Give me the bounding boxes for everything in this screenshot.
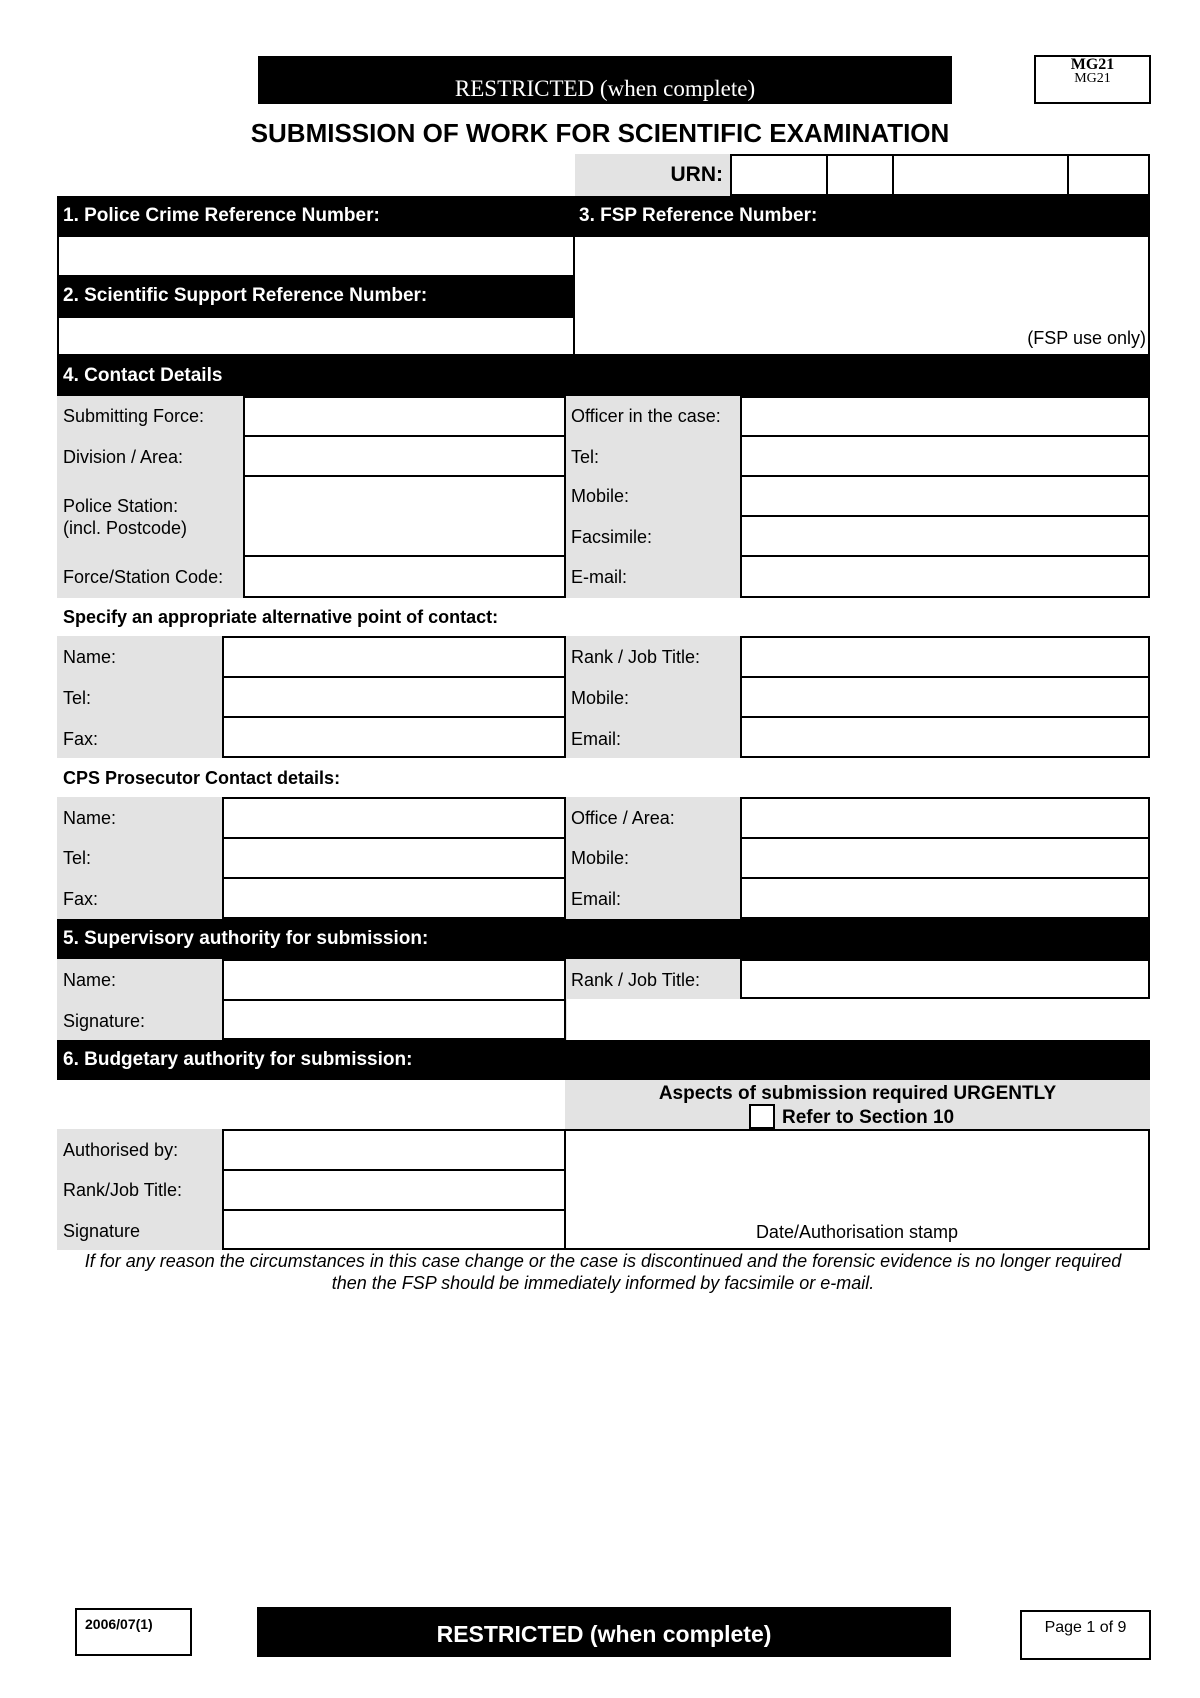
budget-rank-label: Rank/Job Title: <box>63 1180 183 1200</box>
restricted-banner-top: RESTRICTED (when complete) <box>258 56 952 104</box>
authorisation-stamp-label: Date/Authorisation stamp <box>755 1222 959 1242</box>
budget-rank-input[interactable] <box>222 1169 566 1211</box>
submitting-force-input[interactable] <box>243 396 566 437</box>
page-title: SUBMISSION OF WORK FOR SCIENTIFIC EXAMINATION <box>250 118 950 148</box>
cps-email-label: Email: <box>571 889 622 909</box>
tel-input[interactable] <box>740 435 1150 477</box>
alt-mobile-label: Mobile: <box>571 688 630 708</box>
page-number: Page 1 of 9 <box>1020 1610 1151 1660</box>
station-code-label: Force/Station Code: <box>63 567 224 587</box>
sup-rank-input[interactable] <box>740 959 1150 999</box>
cps-tel-label: Tel: <box>63 848 92 868</box>
cps-fax-label: Fax: <box>63 889 99 909</box>
mobile-label: Mobile: <box>571 486 630 506</box>
cps-fax-input[interactable] <box>222 877 566 919</box>
authorised-by-label: Authorised by: <box>63 1140 179 1160</box>
section-5-header: 5. Supervisory authority for submission: <box>57 919 1150 959</box>
form-code-box <box>1034 55 1151 104</box>
alt-fax-input[interactable] <box>222 716 566 758</box>
section-2-header: 2. Scientific Support Reference Number: <box>57 276 575 316</box>
notice-line-1: If for any reason the circumstances in this case change or the case is discontinued and the forensic evidence is no longer required <box>84 1251 1122 1271</box>
officer-input[interactable] <box>740 396 1150 437</box>
alt-email-input[interactable] <box>740 716 1150 758</box>
alt-fax-label: Fax: <box>63 729 99 749</box>
sup-name-label: Name: <box>63 970 117 990</box>
mobile-input[interactable] <box>740 475 1150 517</box>
section-3-header: 3. FSP Reference Number: <box>573 196 1150 236</box>
cps-office-input[interactable] <box>740 797 1150 839</box>
authorisation-stamp-box[interactable] <box>564 1129 1150 1250</box>
alternative-contact-heading: Specify an appropriate alternative point of contact: <box>63 607 499 627</box>
sup-signature-input[interactable] <box>222 999 566 1040</box>
facsimile-input[interactable] <box>740 515 1150 557</box>
restricted-banner-bottom: RESTRICTED (when complete) <box>257 1607 951 1657</box>
alt-tel-label: Tel: <box>63 688 92 708</box>
discontinuation-notice <box>58 1250 1148 1294</box>
alt-name-label: Name: <box>63 647 117 667</box>
alt-email-label: Email: <box>571 729 622 749</box>
postcode-note: (incl. Postcode) <box>63 518 188 538</box>
form-code: MG21 <box>1070 56 1115 73</box>
police-station-label: Police Station: <box>63 496 179 516</box>
division-input[interactable] <box>243 435 566 477</box>
urn-field-4[interactable] <box>1067 154 1150 196</box>
cps-contact-heading: CPS Prosecutor Contact details: <box>63 768 341 788</box>
fsp-ref-input[interactable] <box>573 235 1150 356</box>
alt-name-input[interactable] <box>222 636 566 678</box>
notice-line-2: then the FSP should be immediately informed by facsimile or e-mail. <box>331 1273 875 1293</box>
email-label: E-mail: <box>571 567 628 587</box>
form-code-small: MG21 <box>1074 71 1111 86</box>
cps-email-input[interactable] <box>740 877 1150 919</box>
budget-signature-label: Signature <box>63 1221 141 1241</box>
footer-form-version: 2006/07(1) <box>75 1608 192 1656</box>
authorised-by-input[interactable] <box>222 1129 566 1171</box>
urn-field-2[interactable] <box>826 154 894 196</box>
alt-rank-input[interactable] <box>740 636 1150 678</box>
facsimile-label: Facsimile: <box>571 527 653 547</box>
urgent-line-2: Refer to Section 10 <box>782 1107 955 1128</box>
cps-mobile-input[interactable] <box>740 837 1150 879</box>
urn-field-3[interactable] <box>892 154 1069 196</box>
alt-mobile-input[interactable] <box>740 676 1150 718</box>
officer-label: Officer in the case: <box>571 406 721 426</box>
sup-name-input[interactable] <box>222 959 566 1001</box>
tel-label: Tel: <box>571 447 600 467</box>
division-label: Division / Area: <box>63 447 184 467</box>
cps-name-input[interactable] <box>222 797 566 839</box>
sup-signature-label: Signature: <box>63 1011 146 1031</box>
alt-rank-label: Rank / Job Title: <box>571 647 701 667</box>
police-station-input[interactable] <box>243 475 566 557</box>
cps-tel-input[interactable] <box>222 837 566 879</box>
urgent-line-1: Aspects of submission required URGENTLY <box>658 1083 1057 1104</box>
fsp-use-only-note: (FSP use only) <box>1027 328 1146 348</box>
police-crime-ref-input[interactable] <box>57 235 575 277</box>
urn-label: URN: <box>670 163 723 186</box>
submitting-force-label: Submitting Force: <box>63 406 205 426</box>
section-1-header: 1. Police Crime Reference Number: <box>57 196 575 236</box>
alt-tel-input[interactable] <box>222 676 566 718</box>
station-code-input[interactable] <box>243 555 566 598</box>
scientific-support-ref-input[interactable] <box>57 316 575 356</box>
urn-field-1[interactable] <box>730 154 828 196</box>
cps-office-label: Office / Area: <box>571 808 675 828</box>
email-input[interactable] <box>740 555 1150 598</box>
section-6-header: 6. Budgetary authority for submission: <box>57 1040 1150 1080</box>
sup-rank-label: Rank / Job Title: <box>571 970 701 990</box>
cps-mobile-label: Mobile: <box>571 848 630 868</box>
urgent-checkbox[interactable] <box>749 1104 775 1129</box>
budget-signature-input[interactable] <box>222 1209 566 1250</box>
urn-label-cell <box>575 154 731 196</box>
urgent-box <box>565 1080 1150 1130</box>
cps-name-label: Name: <box>63 808 117 828</box>
section-4-header: 4. Contact Details <box>57 356 1150 396</box>
